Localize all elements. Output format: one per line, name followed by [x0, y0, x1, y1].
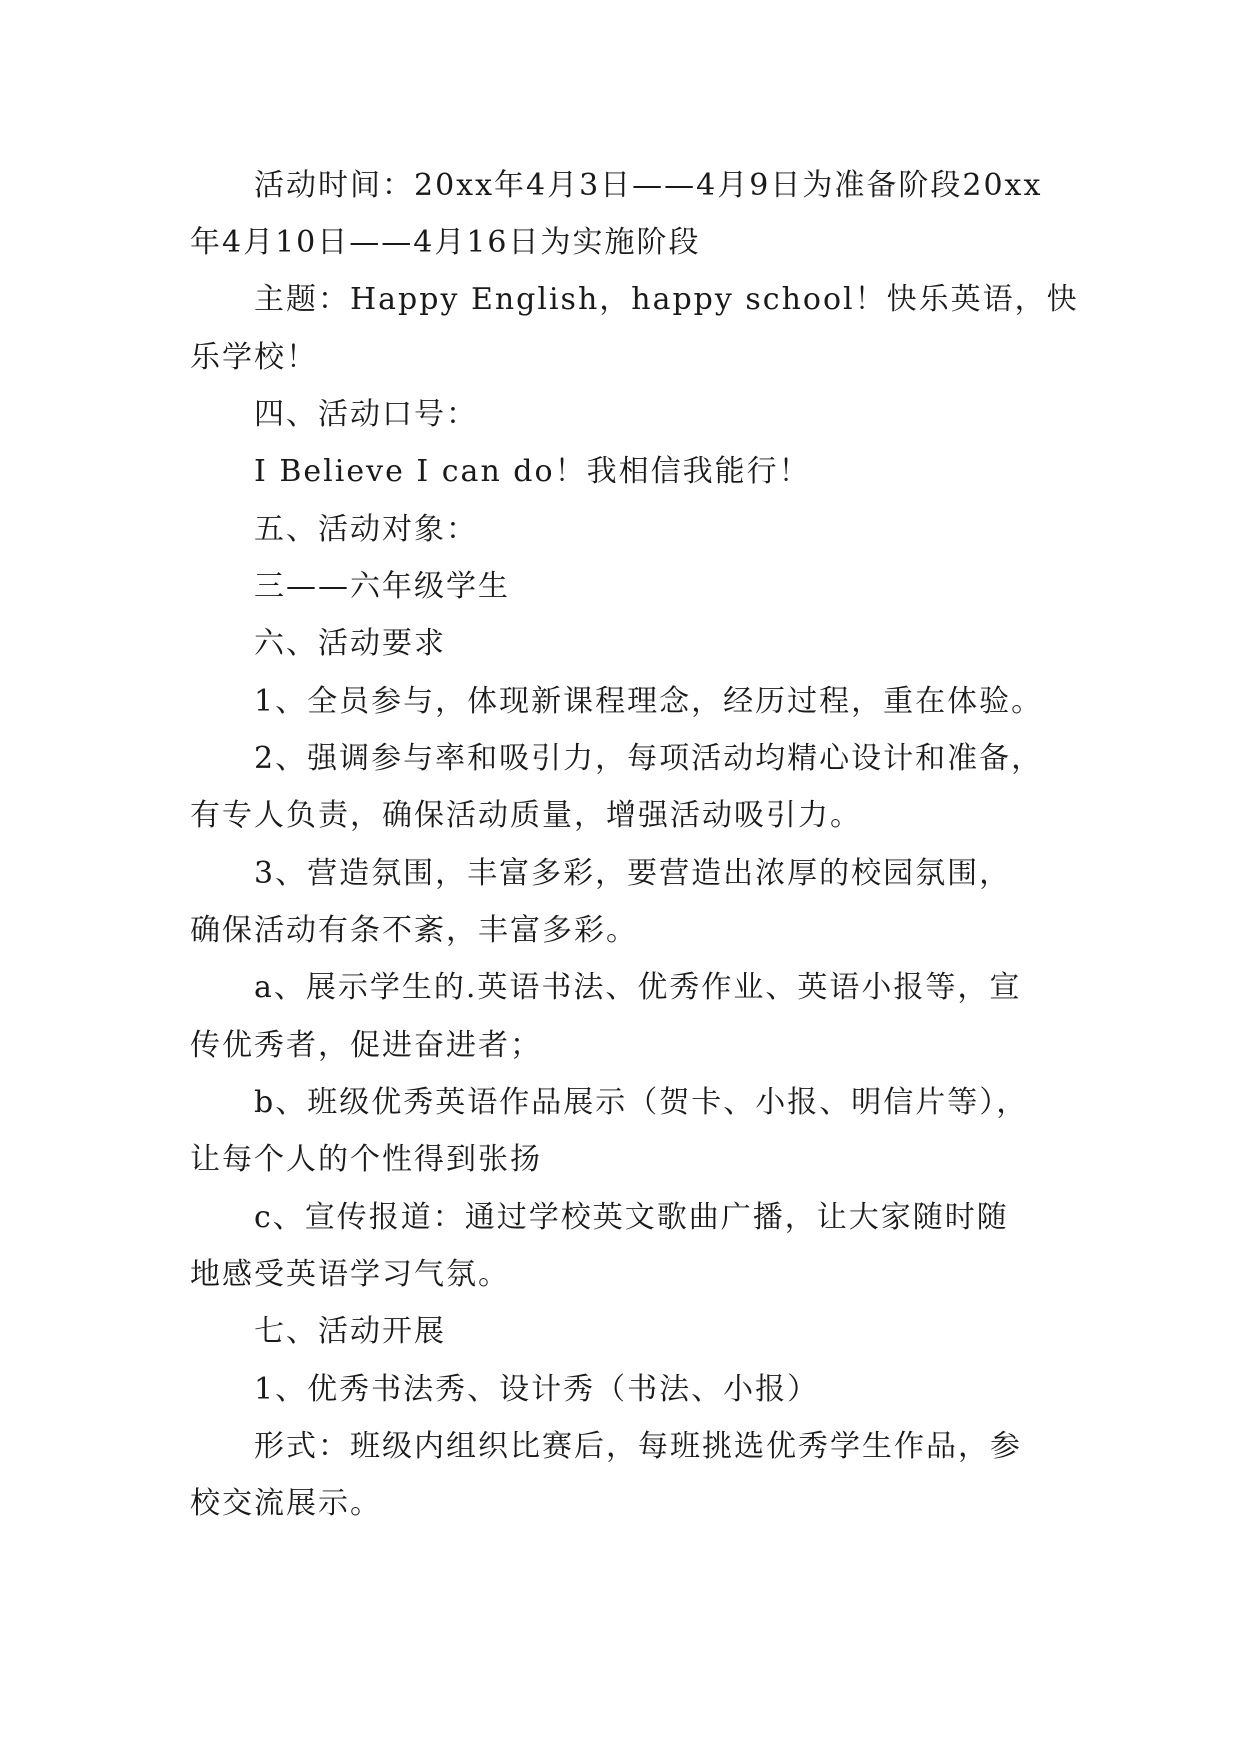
section-heading-activities: 七、活动开展: [254, 1314, 446, 1349]
requirement-1: 1、全员参与，体现新课程理念，经历过程，重在体验。: [254, 684, 1044, 719]
item-b-line-2: 让每个人的个性得到张扬: [190, 1142, 542, 1177]
item-b-line-1: b、班级优秀英语作品展示（贺卡、小报、明信片等），: [254, 1085, 1029, 1120]
item-a-line-2: 传优秀者，促进奋进者；: [190, 1028, 542, 1063]
slogan-text: I Believe I can do！我相信我能行！: [254, 454, 811, 489]
requirement-3-line-2: 确保活动有条不紊，丰富多彩。: [190, 913, 638, 948]
item-c-line-1: c、宣传报道：通过学校英文歌曲广播，让大家随时随: [254, 1200, 1009, 1235]
requirement-3-line-1: 3、营造氛围，丰富多彩，要营造出浓厚的校园氛围，: [254, 856, 1012, 891]
requirement-2-line-1: 2、强调参与率和吸引力，每项活动均精心设计和准备，: [254, 741, 1044, 776]
requirement-2-line-2: 有专人负责，确保活动质量，增强活动吸引力。: [190, 798, 862, 833]
item-c-line-2: 地感受英语学习气氛。: [190, 1257, 510, 1292]
activity-time-line-1: 活动时间：20xx年4月3日——4月9日为准备阶段20xx: [254, 168, 1043, 203]
section-heading-target: 五、活动对象：: [254, 512, 478, 547]
section-heading-requirements: 六、活动要求: [254, 626, 446, 661]
theme-line-2: 乐学校！: [190, 340, 318, 375]
item-a-line-1: a、展示学生的.英语书法、优秀作业、英语小报等，宣: [254, 970, 1022, 1005]
activity-1-form-line-2: 校交流展示。: [190, 1486, 382, 1521]
activity-1-title: 1、优秀书法秀、设计秀（书法、小报）: [254, 1372, 820, 1407]
section-heading-slogan: 四、活动口号：: [254, 397, 478, 432]
target-text: 三——六年级学生: [254, 569, 510, 604]
activity-time-line-2: 年4月10日——4月16日为实施阶段: [190, 225, 701, 260]
activity-1-form-line-1: 形式：班级内组织比赛后，每班挑选优秀学生作品，参: [254, 1429, 1022, 1464]
theme-line-1: 主题：Happy English，happy school！快乐英语，快: [254, 282, 1079, 317]
